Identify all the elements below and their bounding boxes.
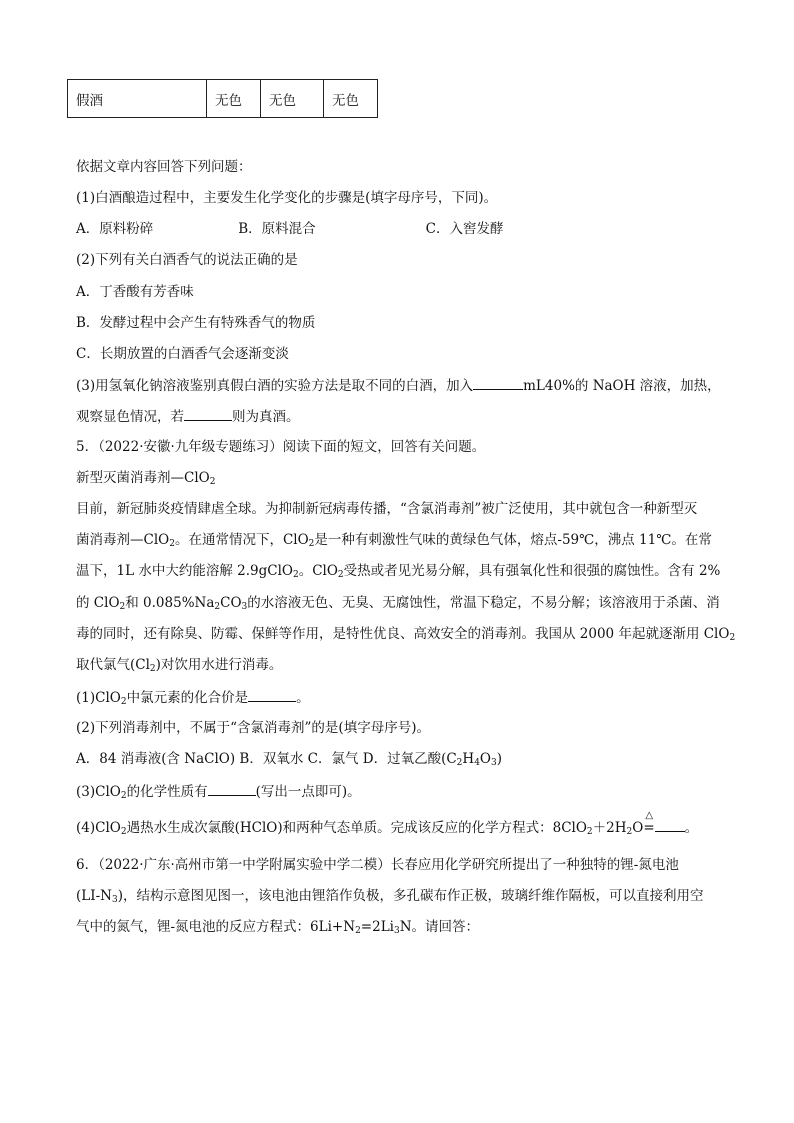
q3-line1 bbox=[76, 375, 721, 396]
q3-text: mL40%的 NaOH 溶液，加热， bbox=[523, 378, 721, 394]
title-text: 新型灭菌消毒剂—ClO bbox=[76, 470, 210, 486]
text: 。 bbox=[684, 820, 699, 836]
p5-q1 bbox=[76, 687, 310, 708]
table-cell: 无色 bbox=[261, 80, 324, 118]
q3-line2 bbox=[76, 406, 300, 427]
problem6-header: 6．（2022·广东·高州市第一中学附属实验中学二模）长春应用化学研究所提出了一种独特的锂-氮电池 bbox=[76, 857, 679, 873]
text: (1)ClO bbox=[76, 690, 121, 706]
p5-q3 bbox=[76, 781, 361, 802]
subscript: 2 bbox=[355, 926, 361, 936]
subscript: 2 bbox=[456, 758, 463, 768]
passage-line bbox=[76, 499, 697, 519]
passage-line bbox=[76, 917, 479, 937]
subscript: 2 bbox=[626, 827, 633, 837]
text: 菌消毒剂—ClO bbox=[76, 532, 170, 548]
text: 和 0.085%Na bbox=[125, 595, 215, 611]
text: 取代氯气(Cl bbox=[76, 657, 150, 673]
subscript: 3 bbox=[393, 926, 400, 936]
passage-line bbox=[76, 886, 703, 906]
answer-blank bbox=[208, 781, 256, 796]
subscript: 2 bbox=[292, 570, 299, 580]
text: (LI-N bbox=[76, 888, 112, 904]
text: 温下，1L 水中大约能溶解 2.9gClO bbox=[76, 563, 293, 579]
text: O bbox=[632, 820, 644, 836]
problem5-title bbox=[76, 468, 215, 488]
subscript: 2 bbox=[337, 570, 344, 580]
subscript: 2 bbox=[120, 697, 127, 707]
subscript: 2 bbox=[149, 664, 156, 674]
text: (4)ClO bbox=[76, 820, 121, 836]
q1-option-c: C．入窖发酵 bbox=[425, 221, 504, 237]
subscript: 2 bbox=[214, 602, 221, 612]
text: (3)ClO bbox=[76, 784, 121, 800]
subscript: 2 bbox=[586, 827, 593, 837]
passage-line bbox=[76, 655, 282, 675]
p5-q2: (2)下列消毒剂中，不属于“含氯消毒剂”的是(填字母序号)。 bbox=[76, 720, 430, 736]
q3-text: (3)用氢氧化钠溶液鉴别真假白酒的实验方法是取不同的白酒，加入 bbox=[76, 378, 474, 394]
answer-blank bbox=[184, 406, 232, 421]
text: 的 ClO bbox=[76, 595, 120, 611]
passage-line bbox=[76, 593, 720, 613]
q3-text: 则为真酒。 bbox=[232, 409, 300, 425]
subscript: 2 bbox=[119, 602, 126, 612]
text: 是一种有刺激性气味的黄绿色气体，熔点-59℃，沸点 11℃。在常 bbox=[314, 532, 712, 548]
text: H bbox=[462, 751, 475, 767]
heating-condition-sign bbox=[643, 810, 655, 838]
text: (写出一点即可)。 bbox=[255, 784, 361, 800]
table-cell: 无色 bbox=[207, 80, 261, 118]
subscript: 2 bbox=[729, 633, 736, 643]
passage-line bbox=[76, 561, 720, 581]
text: O bbox=[479, 751, 491, 767]
subscript: 2 bbox=[308, 539, 315, 549]
q2-stem: (2)下列有关白酒香气的说法正确的是 bbox=[76, 252, 298, 268]
text: 气中的氮气，锂-氮电池的反应方程式：6Li+N bbox=[76, 919, 356, 935]
q1-option-b: B．原料混合 bbox=[238, 221, 316, 237]
subscript: 2 bbox=[169, 539, 175, 549]
passage-line bbox=[76, 624, 735, 644]
q2-option-c: C．长期放置的白酒香气会逐渐变淡 bbox=[76, 346, 289, 362]
equals-sign: = bbox=[643, 820, 655, 836]
q2-option-b: B．发酵过程中会产生有特殊香气的物质 bbox=[76, 315, 316, 331]
subscript: 3 bbox=[241, 602, 248, 612]
q3-text: 观察显色情况，若 bbox=[76, 409, 184, 425]
text: 的水溶液无色、无臭、无腐蚀性，常温下稳定，不易分解；该溶液用于杀菌、消 bbox=[247, 595, 720, 611]
text: 。 bbox=[296, 690, 310, 706]
text: N。请回答： bbox=[399, 919, 480, 935]
text: )，结构示意图见图一，该电池由锂箔作负极，多孔碳布作正极，玻璃纤维作隔板，可以直接利用空 bbox=[117, 888, 704, 904]
text: 毒的同时，还有除臭、防霉、保鲜等作用，是特性优良、高效安全的消毒剂。我国从 2000 年起就逐渐用 ClO bbox=[76, 626, 730, 642]
passage-line bbox=[76, 530, 712, 550]
text: 遇热水生成次氯酸(HClO)和两种气态单质。完成该反应的化学方程式：8ClO bbox=[126, 820, 587, 836]
text: 的化学性质有 bbox=[126, 784, 208, 800]
answer-blank bbox=[473, 375, 523, 390]
text: 目前，新冠肺炎疫情肆虐全球。为抑制新冠病毒传播，“含氯消毒剂”被广泛使用，其中就包含一种新型灭 bbox=[76, 501, 698, 517]
subscript: 2 bbox=[120, 791, 127, 801]
table-cell: 假酒 bbox=[68, 80, 207, 118]
text: A．84 消毒液(含 NaClO) B．双氧水 C．氯气 D．过氧乙酸(C bbox=[76, 751, 457, 767]
text: )对饮用水进行消毒。 bbox=[155, 657, 283, 673]
text: 。ClO bbox=[298, 563, 338, 579]
text: ) bbox=[496, 751, 503, 767]
q2-option-a: A．丁香酸有芳香味 bbox=[76, 284, 194, 300]
subscript: 2 bbox=[120, 827, 127, 837]
q1-option-a: A．原料粉碎 bbox=[76, 221, 154, 237]
intro-line: 依据文章内容回答下列问题： bbox=[76, 159, 252, 175]
text: =2Li bbox=[360, 919, 394, 935]
text: 。在通常情况下，ClO bbox=[174, 532, 309, 548]
subscript: 3 bbox=[111, 895, 118, 905]
heat-symbol: △ bbox=[645, 810, 654, 821]
text: ＋2H bbox=[592, 820, 627, 836]
text: CO bbox=[220, 595, 242, 611]
q1-stem: (1)白酒酿造过程中，主要发生化学变化的步骤是(填字母序号，下同)。 bbox=[76, 190, 498, 206]
subscript: 3 bbox=[491, 758, 497, 768]
table-row bbox=[68, 80, 378, 118]
subscript: 2 bbox=[209, 477, 216, 487]
p5-q4 bbox=[76, 810, 699, 838]
text: 受热或者见光易分解，具有强氧化性和很强的腐蚀性。含有 2% bbox=[343, 563, 721, 579]
problem5-header: 5．（2022·安徽·九年级专题练习）阅读下面的短文，回答有关问题。 bbox=[76, 439, 486, 455]
table-cell: 无色 bbox=[324, 80, 378, 118]
subscript: 4 bbox=[474, 758, 480, 768]
q1-options bbox=[76, 219, 504, 239]
text: 中氯元素的化合价是 bbox=[126, 690, 249, 706]
answer-blank bbox=[655, 817, 685, 832]
fake-liquor-table bbox=[67, 79, 378, 118]
p5-q2-options bbox=[76, 749, 502, 769]
answer-blank bbox=[248, 687, 296, 702]
